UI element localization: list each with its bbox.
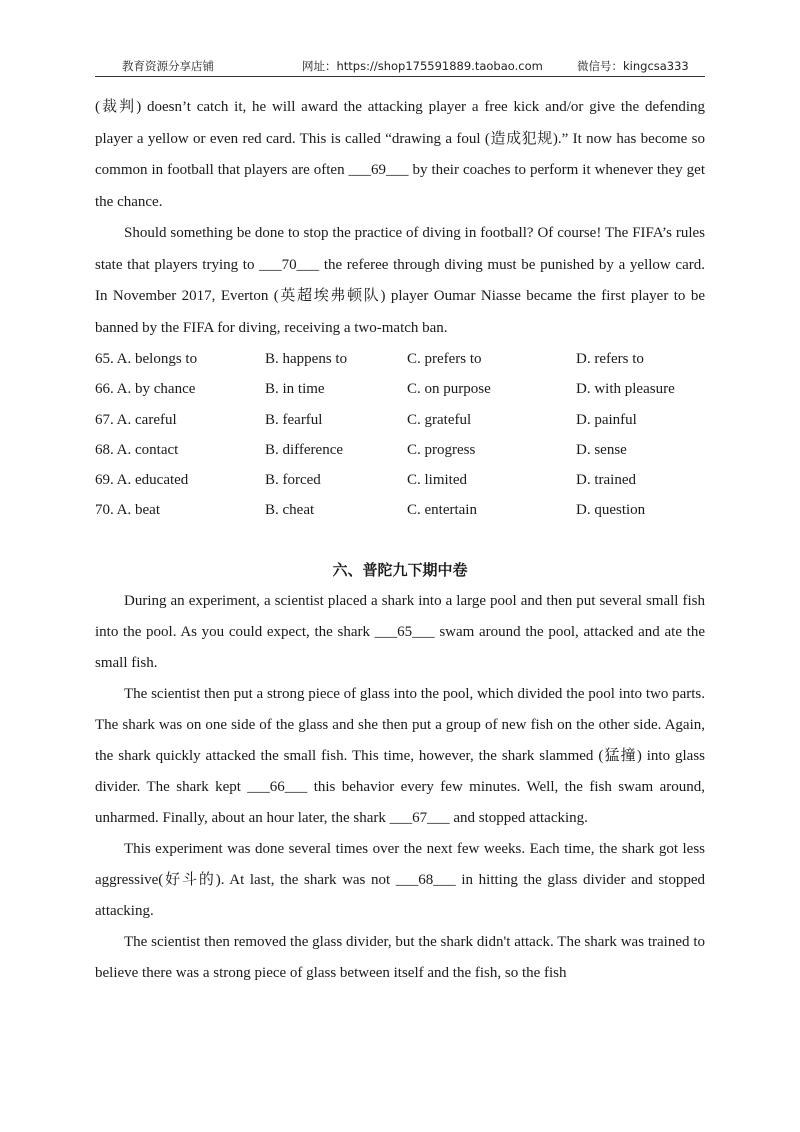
header-shop-name: 教育资源分享店铺 [122, 59, 214, 73]
passage2-paragraph-4: The scientist then removed the glass divider, but the shark didn't attack. The shark was trained to believe there was a strong piece of glass between itself and the fish, so the fish [95, 933, 705, 981]
passage2-paragraph-1: During an experiment, a scientist placed a shark into a large pool and then put several small fish into the pool. As you could expect, the shark ___65___ swam around the pool, attacked and ate the small fish. [95, 592, 705, 671]
option-a: 65. A. belongs to [95, 351, 198, 367]
option-row [95, 435, 705, 465]
option-d: D. trained [576, 472, 636, 489]
option-b: B. fearful [265, 411, 323, 428]
option-row [95, 495, 705, 525]
option-d: D. question [576, 502, 646, 519]
passage2-paragraph-3: This experiment was done several times over the next few weeks. Each time, the shark got less aggressive(好斗的). At last, the shark was not ___68___ in hitting the glass divider and stopped attacking. [95, 840, 705, 919]
option-b: B. forced [265, 472, 321, 489]
option-c: C. on purpose [407, 381, 491, 398]
option-a: 70. A. beat [95, 502, 160, 519]
option-c: C. prefers to [407, 351, 482, 367]
option-c: C. progress [407, 441, 476, 458]
option-row [95, 405, 705, 435]
section-title: 六、普陀九下期中卷 [332, 560, 468, 579]
option-b: B. difference [265, 441, 344, 458]
option-b: B. cheat [265, 502, 315, 519]
page-header [95, 56, 705, 77]
passage2-paragraph-2: The scientist then put a strong piece of glass into the pool, which divided the pool into two parts. The shark was on one side of the glass and she then put a group of new fish on the other side. Again, the shark quickly attacked the small fish. This time, however, the shark slammed (猛撞) into glass divider. The shark kept ___66___ this behavior every few minutes. Well, the fish swam around, unharmed. Finally, about an hour later, the shark ___67___ and stopped attacking. [95, 685, 705, 826]
answer-options [95, 344, 705, 526]
option-c: C. grateful [407, 411, 472, 428]
option-row [95, 344, 705, 374]
option-row [95, 374, 705, 404]
option-a: 66. A. by chance [95, 381, 196, 398]
header-url: 网址：https://shop175591889.taobao.com [302, 59, 543, 73]
passage1-paragraph-2: Should something be done to stop the practice of diving in football? Of course! The FIFA’s rules state that players trying to ___70___ the referee through diving must be punished by a yellow card. In November 2017, Everton (英超埃弗顿队) player Oumar Niasse became the first player to be banned by the FIFA for diving, receiving a two-match ban. [95, 225, 705, 336]
option-d: D. with pleasure [576, 381, 675, 398]
option-a: 69. A. educated [95, 472, 189, 489]
passage1-paragraph-1: (裁判) doesn’t catch it, he will award the attacking player a free kick and/or give the defending player a yellow or even red card. This is called “drawing a foul (造成犯规).” It now has become so common in football that players are often ___69___ by their coaches to perform it whenever they get the chance. [95, 99, 705, 210]
option-c: C. entertain [407, 502, 477, 519]
option-c: C. limited [407, 472, 467, 489]
option-row [95, 465, 705, 495]
option-d: D. refers to [576, 351, 644, 367]
option-b: B. in time [265, 381, 325, 398]
header-wechat: 微信号：kingcsa333 [577, 59, 689, 73]
option-b: B. happens to [265, 351, 348, 367]
option-a: 67. A. careful [95, 411, 177, 428]
document-body [95, 92, 705, 989]
option-d: D. sense [576, 441, 627, 458]
option-a: 68. A. contact [95, 441, 179, 458]
option-d: D. painful [576, 411, 637, 428]
